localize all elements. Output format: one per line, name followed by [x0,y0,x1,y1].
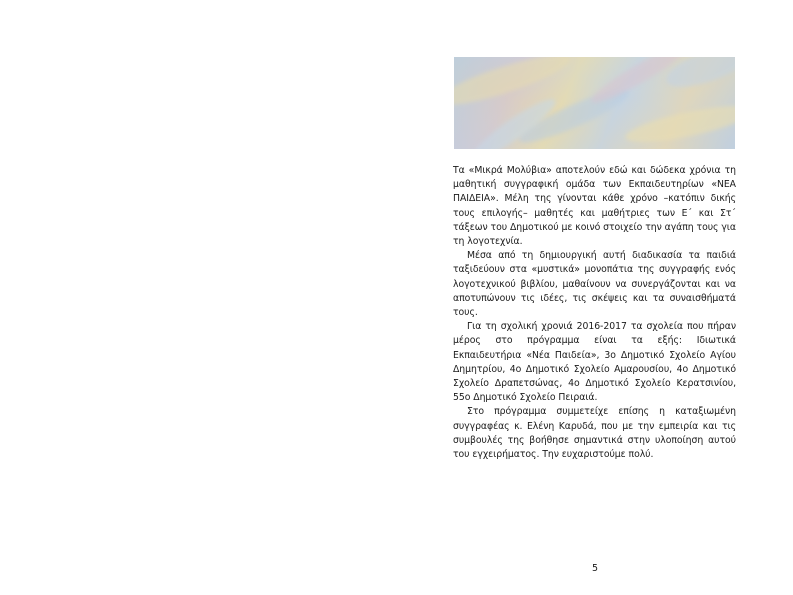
pastel-streak [454,57,575,114]
pastel-streak [662,57,735,95]
paragraph-intro: Τα «Μικρά Μολύβια» αποτελούν εδώ και δώδεκα χρόνια τη μαθητική συγγραφική ομάδα των Εκπαιδευτηρίων «ΝΕΑ ΠΑΙΔΕΙΑ». Μέλη της γίνονται κάθε χρόνο –κατόπιν δικής τους επιλογής– μαθητές και μαθήτριες των Ε΄ και Στ΄ τάξεων του Δημοτικού με κοινό στοιχείο την αγάπη τους για τη λογοτεχνία. [453,165,736,248]
pastel-crayon-texture-image [454,57,735,149]
body-text [453,164,736,462]
pastel-streak [623,99,735,149]
paragraph-acknowledgement: Στο πρόγραμμα συμμετείχε επίσης η καταξιωμένη συγγραφέας κ. Ελένη Καρυδά, που με την εμπειρία και τις συμβουλές της βοήθησε σημαντικά στην υλοποίηση αυτού του εγχειρήματος. Την ευχαριστούμε πολύ. [453,406,736,461]
paragraph-process: Μέσα από τη δημιουργική αυτή διαδικασία τα παιδιά ταξιδεύουν στα «μυστικά» μονοπάτια της συγγραφής ενός λογοτεχνικού βιβλίου, μαθαίνουν να συνεργάζονται και να αποτυπώνουν τις ιδέες, τις σκέψεις και τα συναισθήματά τους. [453,250,736,319]
page-number: 5 [591,563,599,574]
paragraph-schools: Για τη σχολική χρονιά 2016-2017 τα σχολεία που πήραν μέρος στο πρόγραμμα είναι τα εξής: Ιδιωτικά Εκπαιδευτήρια «Νέα Παιδεία», 3ο Δημοτικό Σχολείο Αγίου Δημητρίου, 4ο Δημοτικό Σχολείο Αμαρουσίου, 4ο Δημοτικό Σχολείο Δραπετσώνας, 4ο Δημοτικό Σχολείο Κερατσινίου, 55ο Δημοτικό Σχολείο Πειραιά. [453,321,736,404]
left-page-blank [0,0,396,595]
